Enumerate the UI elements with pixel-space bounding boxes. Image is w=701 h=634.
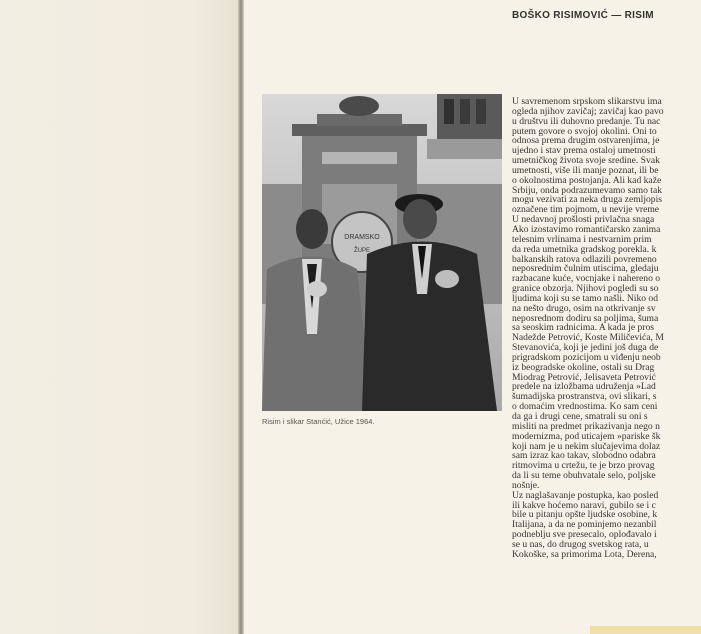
body-line: se u nas, do drugog svetskog rata, u	[512, 539, 649, 550]
body-line: da reda umetnika gradskog porekla. k	[512, 244, 657, 255]
body-line: U savremenom srpskom slikarstvu ima	[512, 97, 662, 107]
body-line: bile u pitanju opšte ljudske osobine, k	[512, 510, 658, 521]
body-line: označene tim pojmom, u nevije vreme	[512, 205, 660, 216]
body-line: razbacane kuće, vocnjake i nahereno o	[512, 274, 661, 285]
photo-caption: Risim i slikar Stanćić, Užice 1964.	[262, 417, 375, 426]
sign-text-1: DRAMSKO	[344, 234, 380, 241]
body-line: neposrednom dodiru sa poljima, šuma	[512, 313, 659, 324]
body-line: o okolnostima postojanja. Ali kad kaže	[512, 175, 662, 186]
body-line: Italijana, a da ne pominjemo nezanbil	[512, 520, 657, 531]
body-line: odnosa prema drugim ostvarenjima, je	[512, 136, 660, 147]
body-line: neposrednim čulnim utiscima, gledaju	[512, 264, 659, 275]
body-line: da li su teme obuhvatale selo, poljske	[512, 471, 656, 481]
body-line: sa seoskim radnicima. A kada je pros	[512, 323, 655, 334]
body-line: telesnim vrlinama i nestvarnim prim	[512, 234, 652, 245]
body-line: ljudima koji su se tamo našli. Niko od	[512, 293, 659, 304]
body-line: misliti na predmet prikazivanja nego n	[512, 421, 660, 432]
body-line: ogleda njihov zavičaj; zavičaj kao pavo	[512, 106, 664, 117]
body-line: podneblju sve presecalo, oplođavalo i	[512, 530, 657, 540]
body-line: ujedno i stav prema ostaloj umetnosti	[512, 146, 656, 157]
body-line: Nadežde Petrović, Koste Miličevića, M	[512, 333, 664, 344]
body-line: U nedavnoj prošlosti privlačna snaga	[512, 215, 655, 225]
body-line: umetnosti, više ili manje poznat, ili be	[512, 165, 659, 176]
body-line: koji nam je u nekim slučajevima dolaz	[512, 441, 661, 452]
body-line: ili kakve hoćemo naravi, gubilo se i c	[512, 500, 656, 511]
body-line: Uz naglašavanje postupka, kao posled	[512, 490, 659, 501]
body-line: Kokoške, sa primorima Lota, Derena,	[512, 549, 657, 560]
body-line: iz beogradske okoline, ostali su Drag	[512, 362, 655, 373]
body-line: predele na izložbama udruženja »Lad	[512, 382, 656, 393]
body-line: Ako izostavimo romantičarsko zanima	[512, 224, 661, 235]
left-page-blank	[0, 0, 238, 634]
body-line: umetničkog života svoje sredine. Svak	[512, 156, 660, 166]
running-head: BOŠKO RISIMOVIĆ — RISIM	[512, 10, 654, 21]
body-line: ritmovima u crtežu, te je brzo provag	[512, 461, 655, 472]
body-line: putem govore o svojoj okolini. Oni to	[512, 126, 657, 137]
photo-illustration	[262, 94, 502, 411]
body-line: da ga i drugi cene, smatrali su oni s	[512, 412, 648, 422]
body-line: nošnje.	[512, 480, 540, 491]
page-stain	[590, 626, 701, 634]
body-line: šumadijska prostranstva, ovi slikari, s	[512, 392, 657, 403]
body-line: Stevanovića, koji je jedini još duga de	[512, 343, 659, 353]
sign-text-2: ŽUPE	[353, 248, 371, 254]
body-line: na nešto drugo, osim na otkrivanje sv	[512, 303, 656, 314]
body-line: prigradskom pozicijom u viđenju neob	[512, 352, 661, 363]
body-line: modernizma, pod uticajem »pariske šk	[512, 431, 661, 442]
body-line: Srbiju, onda podrazumevamo samo tak	[512, 185, 663, 196]
body-text-column	[512, 97, 701, 617]
body-line: o domaćim vrednostima. Ko sam ceni	[512, 402, 658, 412]
body-line: mogu vezivati za neka druga zemljopis	[512, 195, 662, 206]
body-line: u društvu ili duhovno predanje. Tu nac	[512, 116, 661, 127]
body-line: Miodrag Petrović, Jelisaveta Petrović	[512, 372, 656, 383]
photograph	[262, 94, 502, 411]
body-line: balkanskih ratova odlazili povremeno	[512, 254, 657, 265]
body-line: sam izraz kao takav, slobodno odabra	[512, 451, 656, 462]
body-line: granice obzorja. Njihovi pogledi su so	[512, 284, 659, 294]
